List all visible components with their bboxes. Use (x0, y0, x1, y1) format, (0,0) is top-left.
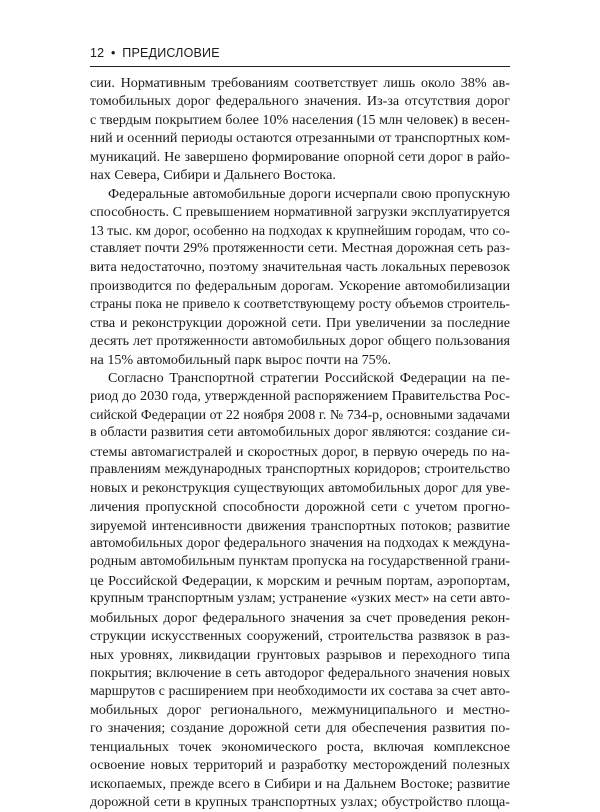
text-line: с твердым покрытием более 10% населения (15 млн человек) в весен- (90, 111, 510, 128)
text-line: личения пропускной способности дорожной сети с учетом прогно- (90, 499, 510, 516)
text-line: Федеральные автомобильные дороги исчерпали свою пропускную (108, 185, 510, 202)
text-line: правлениям международных транспортных коридоров; строительство (90, 462, 510, 478)
text-line: покрытия; включение в сеть автодорог федерального значения новых (90, 665, 510, 681)
text-line: мобильных дорог федерального значения за счет проведения рекон- (90, 609, 510, 626)
text-line: новых и реконструкция существующих автомобильных дорог для уве- (90, 480, 510, 496)
text-line: тенциальных точек экономического роста, включая комплексное (90, 738, 510, 755)
text-line: маршрутов с расширением при необходимости их состава за счет авто- (90, 683, 510, 699)
text-line: ископаемых, прежде всего в Сибири и на Дальнем Востоке; развитие (90, 775, 510, 792)
text-line: нах Севера, Сибири и Дальнего Востока. (90, 167, 336, 184)
text-line: страны пока не привело к соответствующему росту объемов строитель- (90, 296, 510, 312)
text-line: ставляет почти 29% протяженности сети. Местная дорожная сеть раз- (90, 240, 510, 256)
text-line: зируемой интенсивности движения транспортных потоков; развитие (90, 517, 510, 534)
text-line: стемы автомагистралей и скоростных дорог, в первую очередь по на- (90, 443, 510, 460)
text-line: вита недостаточно, поэтому значительная часть локальных перевозок (90, 259, 510, 276)
text-line: риод до 2030 года, утвержденной распоряжением Правительства Рос- (90, 388, 510, 405)
text-line: на 15% автомобильный парк вырос почти на 75%. (90, 351, 391, 368)
text-line: способность. С превышением нормативной загрузки эксплуатируется (90, 204, 510, 221)
text-line: в области развития сети автомобильных дорог являются: создание си- (90, 425, 510, 441)
text-line: муникаций. Не завершено формирование опорной сети дорог в райо- (90, 148, 510, 165)
text-line: сийской Федерации от 22 ноября 2008 г. № 734-р, основными задачами (90, 406, 510, 422)
text-line: це Российской Федерации, к морским и речным портам, аэропортам, (90, 572, 510, 589)
text-line: автомобильных дорог федерального значения на подходах к междуна- (90, 535, 510, 551)
header-rule (90, 66, 510, 67)
running-head (90, 46, 220, 60)
text-line: крупным транспортным узлам; устранение «узких мест» на сети авто- (90, 591, 510, 607)
text-line: мобильных дорог регионального, межмуниципального и местно- (90, 701, 510, 718)
text-line: Согласно Транспортной стратегии Российской Федерации на пе- (108, 370, 510, 386)
text-line: производится по федеральным дорогам. Ускорение автомобилизации (90, 277, 510, 294)
text-line: го значения; создание дорожной сети для обеспечения развития по- (90, 720, 510, 737)
text-line: струкции искусственных сооружений, строительства развязок в раз- (90, 628, 510, 645)
text-line: родным автомобильным пунктам пропуска на государственной грани- (90, 554, 510, 570)
text-line: ных уровнях, ликвидации грунтовых разрывов и переходного типа (90, 646, 510, 663)
text-line: ства и реконструкции дорожной сети. При увеличении за последние (90, 314, 510, 331)
page-number: 12 (90, 46, 105, 60)
body-text (90, 74, 510, 812)
text-line: освоение новых территорий и разработку месторождений полезных (90, 757, 510, 774)
section-title: ПРЕДИСЛОВИЕ (122, 46, 220, 60)
text-line: дорожной сети в крупных транспортных узлах; обустройство площа- (90, 794, 510, 811)
text-line: сии. Нормативным требованиям соответствует лишь около 38% ав- (90, 75, 510, 91)
header-bullet: • (111, 46, 116, 60)
text-line: томобильных дорог федерального значения. Из-за отсутствия дорог (90, 93, 510, 110)
text-line: десять лет протяженности автомобильных дорог общего пользования (90, 333, 510, 350)
text-line: 13 тыс. км дорог, особенно на подходах к крупнейшим городам, что со- (90, 222, 510, 238)
text-line: ний и осенний периоды остаются отрезанными от транспортных ком- (90, 130, 511, 147)
